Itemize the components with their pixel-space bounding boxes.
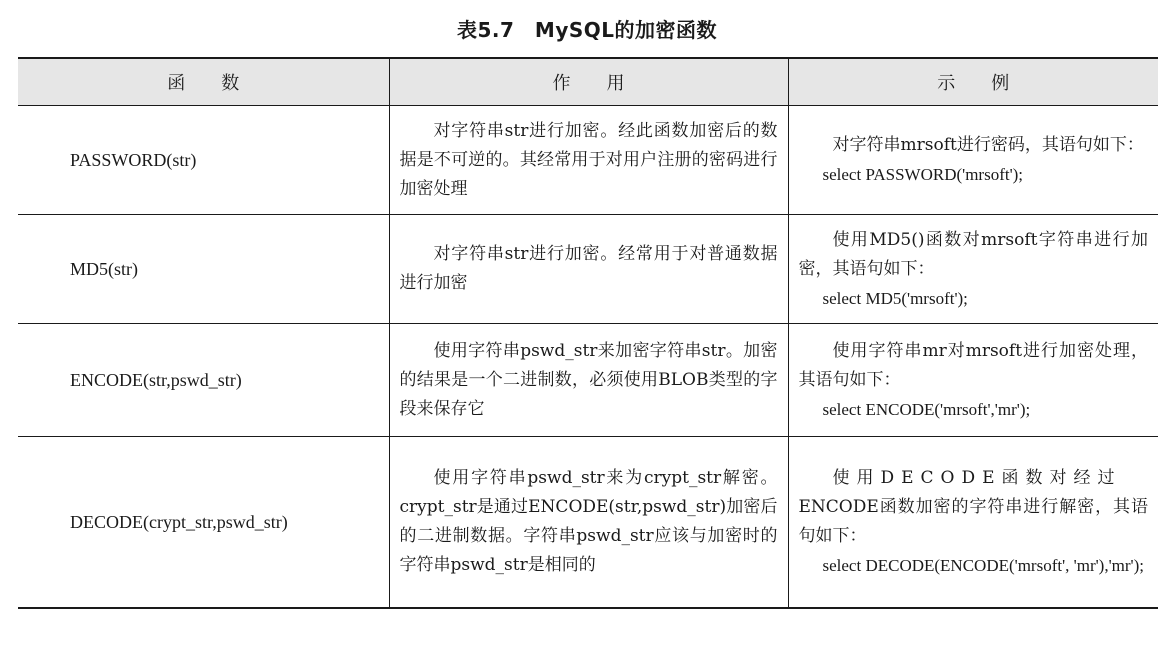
example-text: 对字符串mrsoft进行密码，其语句如下： <box>832 135 1144 155</box>
function-name: DECODE(crypt_str,pswd_str) <box>18 437 389 609</box>
table-row <box>18 215 1158 324</box>
encryption-functions-table <box>18 57 1158 609</box>
example-text-spread: 使用DECODE函数对经过 <box>832 468 1122 488</box>
header-function: 函 数 <box>18 58 389 106</box>
purpose-text: 对字符串str进行加密。经常用于对普通数据进行加密 <box>399 244 778 293</box>
function-purpose <box>389 324 788 437</box>
example-text: ENCODE函数加密的字符串进行解密，其语句如下： <box>798 497 1148 546</box>
function-name: ENCODE(str,pswd_str) <box>18 324 389 437</box>
function-purpose <box>389 437 788 609</box>
example-text: 使用MD5()函数对mrsoft字符串进行加密，其语句如下： <box>798 229 1148 279</box>
example-code: select DECODE(ENCODE('mrsoft', 'mr'),'mr'); <box>822 556 1144 575</box>
purpose-text: 使用字符串pswd_str来加密字符串str。加密的结果是一个二进制数，必须使用BLOB类型的字段来保存它 <box>399 340 778 419</box>
example-code: select ENCODE('mrsoft','mr'); <box>822 399 1031 419</box>
purpose-text: 对字符串str进行加密。经此函数加密后的数据是不可逆的。其经常用于对用户注册的密码进行加密处理 <box>399 120 778 199</box>
table-row <box>18 437 1158 609</box>
function-example <box>788 324 1158 437</box>
example-text: 使用字符串mr对mrsoft进行加密处理，其语句如下： <box>798 340 1148 390</box>
table-header-row <box>18 58 1158 106</box>
table-row <box>18 324 1158 437</box>
table-row <box>18 106 1158 215</box>
function-example <box>788 437 1158 609</box>
function-example <box>788 106 1158 215</box>
example-code: select MD5('mrsoft'); <box>822 288 968 308</box>
function-purpose <box>389 215 788 324</box>
table-caption: 表5.7 MySQL的加密函数 <box>456 18 718 42</box>
function-example <box>788 215 1158 324</box>
header-example: 示 例 <box>788 58 1158 106</box>
function-name: MD5(str) <box>18 215 389 324</box>
function-name: PASSWORD(str) <box>18 106 389 215</box>
example-code: select PASSWORD('mrsoft'); <box>822 165 1024 184</box>
header-purpose: 作 用 <box>389 58 788 106</box>
function-purpose <box>389 106 788 215</box>
purpose-text: 使用字符串pswd_str来为crypt_str解密。crypt_str是通过ENCODE(str,pswd_str)加密后的二进制数据。字符串pswd_str应该与加密时的字符串pswd_str是相同的 <box>399 468 778 575</box>
